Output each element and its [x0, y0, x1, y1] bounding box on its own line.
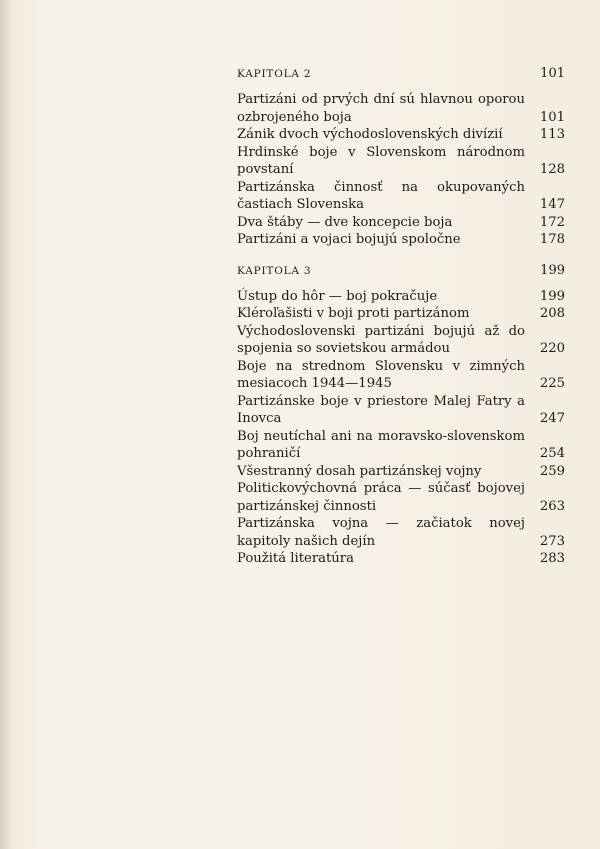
toc-entry-title: Partizánske boje v priestore Malej Fatry a Inovca: [237, 393, 525, 426]
toc-entry: [237, 305, 565, 323]
toc-entry: [237, 393, 565, 428]
toc-entry: [237, 231, 565, 249]
toc-entry-title: Kléroľašisti v boji proti partizánom: [237, 306, 470, 321]
toc-entry: [237, 323, 565, 358]
toc-entry: [237, 288, 565, 306]
page-fold-shadow: [0, 0, 14, 849]
toc-entry: [237, 91, 565, 126]
toc-entry-page: 128: [539, 162, 565, 177]
chapter-heading: KAPITOLA 3: [237, 264, 312, 277]
toc-entry-page: 247: [539, 411, 565, 426]
toc-entry-page: 101: [539, 109, 565, 125]
toc-entry-title: Politickovýchovná práca — súčasť bojovej partizánskej činnosti: [237, 481, 525, 514]
toc-entry-title: Východoslovenski partizáni bojujú až do spojenia so sovietskou armádou: [237, 323, 525, 356]
toc-entry-page: 273: [539, 533, 565, 549]
toc-entry-page: 254: [539, 446, 565, 461]
toc-entry-title: Partizánska činnosť na okupovaných častiach Slovenska: [237, 179, 525, 212]
chapter-section: [237, 66, 565, 249]
toc-entry: [237, 480, 565, 515]
toc-entry-page: 199: [539, 288, 565, 304]
toc-entry: [237, 358, 565, 393]
toc-entry-page: 113: [539, 127, 565, 142]
toc-entry: [237, 126, 565, 144]
toc-entry-page: 178: [539, 232, 565, 247]
toc-entry: [237, 179, 565, 214]
toc-entry-title: Partizáni od prvých dní sú hlavnou oporou ozbrojeného boja: [237, 92, 525, 125]
toc-entry-page: 172: [539, 214, 565, 230]
toc-entry-page: 225: [539, 376, 565, 391]
toc-entry-title: Partizánska vojna — začiatok novej kapitoly našich dejín: [237, 516, 525, 549]
toc-entry-page: 263: [539, 498, 565, 514]
toc-entry-page: 147: [539, 197, 565, 212]
chapter-page-number: 199: [540, 262, 565, 278]
toc-entry-page: 259: [539, 463, 565, 479]
toc-entry-title: Boje na strednom Slovensku v zimných mesiacoch 1944—1945: [237, 358, 525, 391]
chapter-heading-row: [237, 263, 565, 278]
toc-entry-title: Ústup do hôr — boj pokračuje: [237, 288, 438, 304]
chapter-section: [237, 263, 565, 568]
toc-entry-title: Zánik dvoch východoslovenských divízií: [237, 127, 503, 142]
toc-entry-title: Dva štáby — dve koncepcie boja: [237, 214, 453, 230]
toc-entry: [237, 214, 565, 232]
toc-entry-title: Boj neutíchal ani na moravsko-slovenskom pohraničí: [237, 428, 525, 461]
toc-entry-title: Partizáni a vojaci bojujú spoločne: [237, 232, 461, 247]
toc-entry-page: 220: [539, 341, 565, 356]
toc-entry-title: Použitá literatúra: [237, 551, 354, 566]
toc-entry-page: 208: [539, 306, 565, 321]
toc-entry: [237, 463, 565, 481]
toc-entry-page: 283: [539, 551, 565, 566]
chapter-heading: KAPITOLA 2: [237, 68, 312, 80]
chapter-page-number: 101: [540, 66, 565, 81]
toc-entry-title: Hrdinské boje v Slovenskom národnom povstaní: [237, 144, 525, 177]
table-of-contents: [237, 66, 565, 574]
toc-entry-title: Všestranný dosah partizánskej vojny: [237, 463, 482, 479]
toc-entry: [237, 428, 565, 463]
toc-entry: [237, 550, 565, 568]
toc-entry: [237, 515, 565, 550]
toc-entry: [237, 144, 565, 179]
chapter-heading-row: [237, 66, 565, 81]
